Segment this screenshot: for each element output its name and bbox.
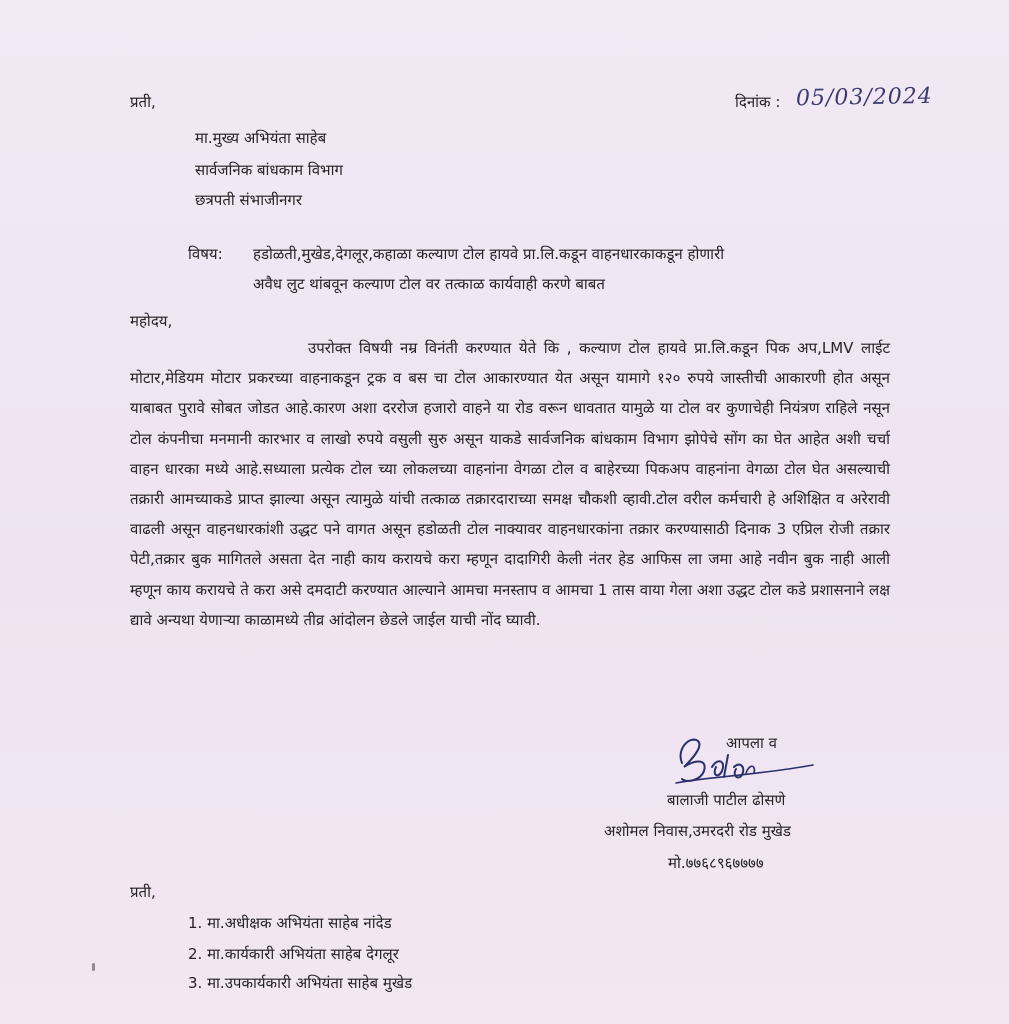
sender-mobile: मो.७७६८९६७७७७ bbox=[668, 854, 764, 872]
closing: आपला व bbox=[726, 734, 778, 752]
scan-speck bbox=[92, 963, 95, 971]
subject-label: विषय: bbox=[188, 245, 223, 263]
sender-name: बालाजी पाटील ढोसणे bbox=[667, 791, 786, 809]
signature-icon bbox=[668, 727, 818, 793]
salutation: महोदय, bbox=[130, 312, 173, 330]
subject-line: हडोळती,मुखेड,देगलूर,कहाळा कल्याण टोल हायवे प्रा.लि.कडून वाहनधारकाकडून होणारी bbox=[253, 245, 725, 263]
date-label: दिनांक : bbox=[735, 93, 781, 111]
cc-item: 1. मा.अधीक्षक अभियंता साहेब नांदेड bbox=[188, 914, 392, 932]
subject-line: अवैध लुट थांबवून कल्याण टोल वर तत्काळ कार्यवाही करणे बाबत bbox=[253, 275, 605, 293]
handwritten-date: 05/03/2024 bbox=[795, 83, 934, 112]
to-label: प्रती, bbox=[130, 93, 156, 111]
cc-item: 2. मा.कार्यकारी अभियंता साहेब देगलूर bbox=[188, 945, 399, 963]
addressee-line: छत्रपती संभाजीनगर bbox=[195, 191, 303, 209]
cc-label: प्रती, bbox=[130, 883, 156, 901]
addressee-line: मा.मुख्य अभियंता साहेब bbox=[195, 129, 327, 147]
sender-address: अशोमल निवास,उमरदरी रोड मुखेड bbox=[604, 822, 791, 840]
addressee-line: सार्वजनिक बांधकाम विभाग bbox=[195, 161, 343, 179]
letter-body: उपरोक्त विषयी नम्र विनंती करण्यात येते कि , कल्याण टोल हायवे प्रा.लि.कडून पिक अप,LMV लाईट मोटार,मेडियम मोटार प्रकरच्या वाहनाकडून ट्रक व बस चा टोल आकारण्यात येत असून यामागे १२० रुपये जास्तीची आकारणी होत असून याबाबत पुरावे सोबत जोडत आहे.कारण अशा दररोज हजारो वाहने या रोड वरून धावतात यामुळे या टोल वर कुणाचेही नियंत्रण राहिले नसून टोल कंपनीचा मनमानी कारभार व लाखो रुपये वसुली सुरु असून याकडे सार्वजनिक बांधकाम विभाग झोपेचे सोंग का घेत आहेत अशी चर्चा वाहन धारका मध्ये आहे.सध्याला प्रत्येक टोल च्या लोकलच्या वाहनांना वेगळा टोल व बाहेरच्या पिकअप वाहनांना वेगळा टोल घेत असल्याची तक्रारी आमच्याकडे प्राप्त झाल्या असून त्यामुळे यांची तत्काळ तक्रारदाराच्या समक्ष चौकशी व्हावी.टोल वरील कर्मचारी हे अशिक्षित व अरेरावी वाढली असून वाहनधारकांशी उद्धट पने वागत असून हडोळती टोल नाक्यावर वाहनधारकांना तक्रार करण्यासाठी दिनाक 3 एप्रिल रोजी तक्रार पेटी,तक्रार बुक मागितले असता देत नाही काय करायचे करा म्हणून दादागिरी केली नंतर हेड आफिस ला जमा आहे नवीन बुक नाही आली म्हणून काय करायचे ते करा असे दमदाटी करण्यात आल्याने आमचा मनस्ताप व आमचा 1 तास वाया गेला अशा उद्धट टोल कडे प्रशासनाने लक्ष द्यावे अन्यथा येणाऱ्या काळामध्ये तीव्र आंदोलन छेडले जाईल याची नोंद घ्यावी. bbox=[130, 339, 890, 629]
cc-item: 3. मा.उपकार्यकारी अभियंता साहेब मुखेड bbox=[188, 974, 413, 992]
